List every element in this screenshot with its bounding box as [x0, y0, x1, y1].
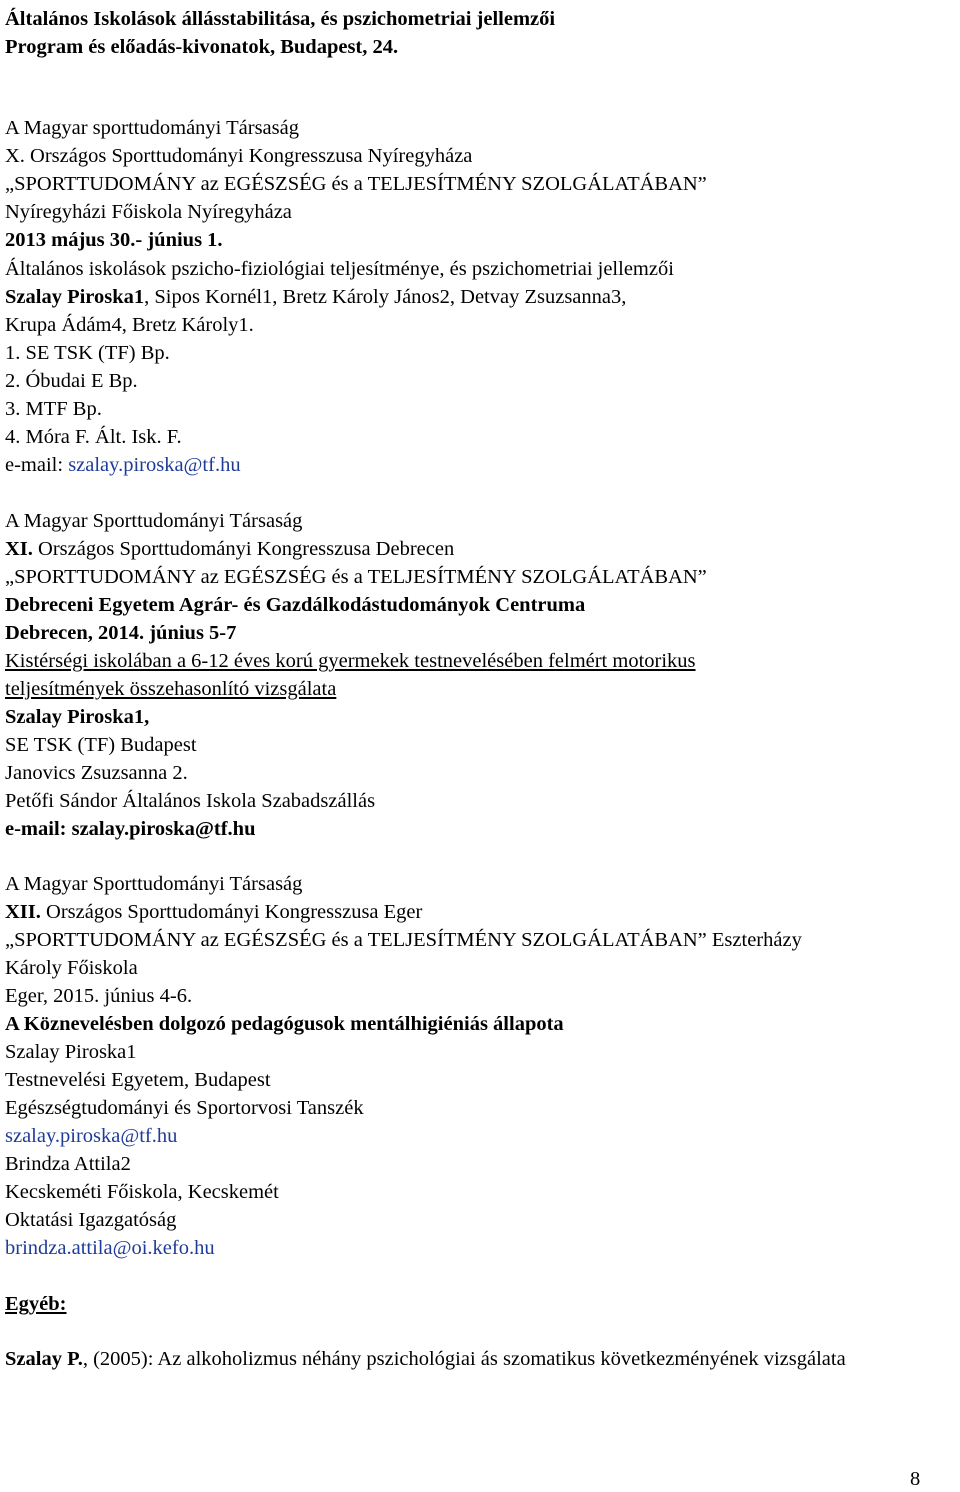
affiliation-3: 3. MTF Bp.	[5, 398, 102, 420]
lead-author: Szalay Piroska1	[5, 286, 145, 308]
email-line	[5, 452, 241, 478]
congress-date: Eger, 2015. június 4-6.	[5, 985, 193, 1007]
email-link[interactable]: szalay.piroska@tf.hu	[68, 454, 241, 476]
author-2: Janovics Zsuzsanna 2.	[5, 762, 188, 784]
author-1: Szalay Piroska1	[5, 1041, 137, 1063]
congress-venue: Debreceni Egyetem Agrár- és Gazdálkodástudományok Centruma	[5, 594, 586, 616]
author-1: Szalay Piroska1,	[5, 706, 150, 728]
congress-name	[5, 899, 422, 925]
paper-title: Általános iskolások pszicho-fiziológiai teljesítménye, és pszichometriai jellemzői	[5, 258, 674, 280]
affiliation-1: SE TSK (TF) Budapest	[5, 734, 197, 756]
heading-line-2: Program és előadás-kivonatok, Budapest, 24.	[5, 36, 399, 58]
congress-theme-line-2: Károly Főiskola	[5, 957, 138, 979]
congress-title: Országos Sporttudományi Kongresszusa Eger	[40, 901, 423, 923]
email-line: e-mail: szalay.piroska@tf.hu	[5, 818, 256, 840]
affiliation-4: 4. Móra F. Ált. Isk. F.	[5, 426, 182, 448]
congress-name	[5, 536, 454, 562]
congress-theme: „SPORTTUDOMÁNY az EGÉSZSÉG és a TELJESÍTMÉNY SZOLGÁLATÁBAN”	[5, 566, 707, 588]
affiliation-2: 2. Óbudai E Bp.	[5, 370, 138, 392]
email-link-2[interactable]: brindza.attila@oi.kefo.hu	[5, 1237, 215, 1259]
congress-number: XI.	[5, 538, 33, 560]
reference-author: Szalay P.	[5, 1348, 83, 1370]
congress-title: Országos Sporttudományi Kongresszusa Debrecen	[32, 538, 455, 560]
affiliation-2b: Oktatási Igazgatóság	[5, 1209, 177, 1231]
reference-line	[5, 1346, 846, 1372]
affiliation-1: 1. SE TSK (TF) Bp.	[5, 342, 170, 364]
society-name: A Magyar Sporttudományi Társaság	[5, 510, 303, 532]
paper-title: A Köznevelésben dolgozó pedagógusok mentálhigiéniás állapota	[5, 1013, 564, 1035]
paper-title-line-1: Kistérségi iskolában a 6-12 éves korú gyermekek testnevelésében felmért motorikus	[5, 650, 696, 672]
affiliation-2a: Kecskeméti Főiskola, Kecskemét	[5, 1181, 279, 1203]
paper-title-line-2: teljesítmények összehasonlító vizsgálata	[5, 678, 337, 700]
congress-name: X. Országos Sporttudományi Kongresszusa Nyíregyháza	[5, 145, 473, 167]
society-name: A Magyar sporttudományi Társaság	[5, 117, 299, 139]
congress-theme: „SPORTTUDOMÁNY az EGÉSZSÉG és a TELJESÍTMÉNY SZOLGÁLATÁBAN”	[5, 173, 707, 195]
authors-line-2: Krupa Ádám4, Bretz Károly1.	[5, 314, 254, 336]
email-link-1[interactable]: szalay.piroska@tf.hu	[5, 1125, 178, 1147]
email-label: e-mail:	[5, 454, 69, 476]
other-heading: Egyéb:	[5, 1293, 67, 1315]
reference-text: , (2005): Az alkoholizmus néhány pszichológiai ás szomatikus következményének vizsgálata	[82, 1348, 846, 1370]
author-2: Brindza Attila2	[5, 1153, 131, 1175]
coauthors: , Sipos Kornél1, Bretz Károly János2, Detvay Zsuzsanna3,	[144, 286, 627, 308]
congress-date: 2013 május 30.- június 1.	[5, 229, 223, 251]
society-name: A Magyar Sporttudományi Társaság	[5, 873, 303, 895]
page-number: 8	[910, 1468, 921, 1490]
congress-number: XII.	[5, 901, 41, 923]
affiliation-1b: Egészségtudományi és Sportorvosi Tanszék	[5, 1097, 364, 1119]
affiliation-1a: Testnevelési Egyetem, Budapest	[5, 1069, 271, 1091]
congress-venue: Nyíregyházi Főiskola Nyíregyháza	[5, 201, 292, 223]
heading-line-1: Általános Iskolások állásstabilitása, és pszichometriai jellemzői	[5, 8, 556, 30]
congress-date: Debrecen, 2014. június 5-7	[5, 622, 237, 644]
authors-line-1	[5, 284, 626, 310]
affiliation-2: Petőfi Sándor Általános Iskola Szabadszállás	[5, 790, 376, 812]
congress-theme-line-1: „SPORTTUDOMÁNY az EGÉSZSÉG és a TELJESÍTMÉNY SZOLGÁLATÁBAN” Eszterházy	[5, 929, 802, 951]
